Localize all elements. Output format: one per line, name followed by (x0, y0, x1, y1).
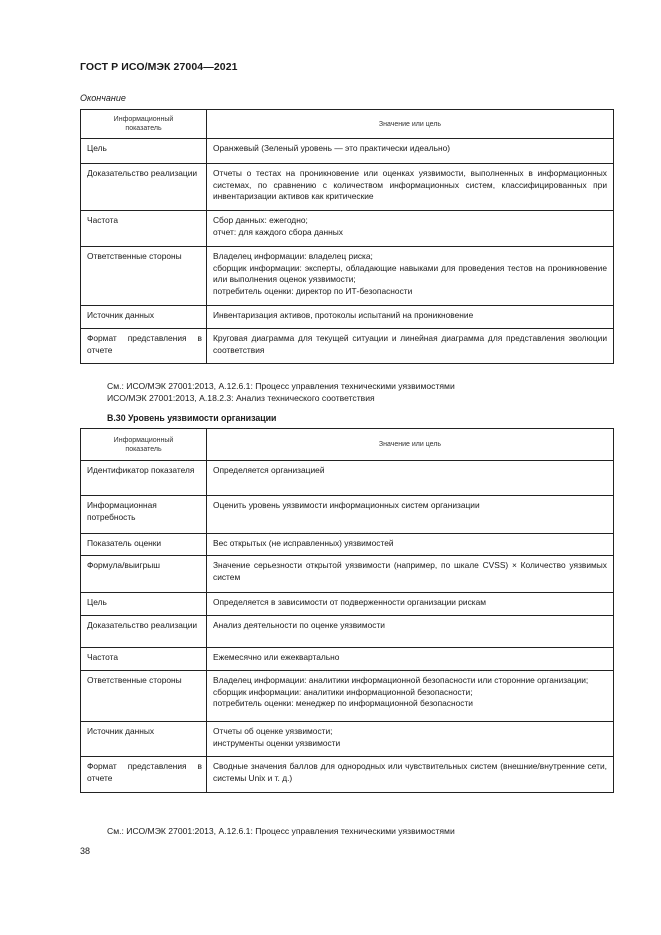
table-row (81, 534, 614, 556)
table-row (81, 211, 614, 247)
indicator-value-cell: Круговая диаграмма для текущей ситуации и линейная диаграмма для представления эволюции соответствия (207, 329, 614, 364)
indicator-name-cell: Информационная потребность (81, 496, 207, 534)
indicator-value-cell (207, 211, 614, 247)
value-line: Сбор данных: ежегодно; (213, 215, 308, 225)
metrics-table-continued (80, 109, 614, 364)
indicator-value-cell: Сводные значения баллов для однородных или чувствительных систем (внешние/внутренние сети, системы Unix и т. д.) (207, 757, 614, 793)
indicator-value-cell: Вес открытых (не исправленных) уязвимостей (207, 534, 614, 556)
indicator-value-cell: Оранжевый (Зеленый уровень — это практически идеально) (207, 139, 614, 164)
value-line: Отчеты об оценке уязвимости; (213, 726, 333, 736)
indicator-name-cell: Цель (81, 139, 207, 164)
indicator-value-cell (207, 671, 614, 722)
table-row (81, 139, 614, 164)
value-line: потребитель оценки: менеджер по информационной безопасности (213, 698, 473, 708)
vulnerability-level-table (80, 428, 614, 793)
value-line: отчет: для каждого сбора данных (213, 226, 343, 237)
reference-line: ИСО/МЭК 27001:2013, А.18.2.3: Анализ технического соответствия (107, 393, 375, 403)
table-header-row (81, 429, 614, 461)
column-header-indicator: Информационный показатель (81, 429, 207, 461)
indicator-value-cell (207, 722, 614, 757)
indicator-value-cell: Оценить уровень уязвимости информационных систем организации (207, 496, 614, 534)
indicator-name-cell: Формат представления в отчете (81, 757, 207, 793)
indicator-name-cell: Формат представления в отчете (81, 329, 207, 364)
indicator-value-cell: Анализ деятельности по оценке уязвимости (207, 616, 614, 648)
page-number: 38 (80, 846, 91, 856)
table-row (81, 648, 614, 671)
indicator-name-cell: Формула/выигрыш (81, 556, 207, 593)
value-line: сборщик информации: эксперты, обладающие навыками для проведения тестов на проникновение или выполнения оценок уязвимости; (213, 262, 607, 284)
table-header-row (81, 110, 614, 139)
indicator-name-cell: Доказательство реализации (81, 616, 207, 648)
reference-line: См.: ИСО/МЭК 27001:2013, А.12.6.1: Процесс управления техническими уязвимостями (107, 381, 455, 391)
indicator-name-cell: Идентификатор показателя (81, 461, 207, 496)
indicator-value-cell: Отчеты о тестах на проникновение или оценках уязвимости, выполненных в информационных системах, по сравнению с количеством информационных систем, классифицированных при инвентаризации активов как критические (207, 164, 614, 211)
indicator-value-cell: Ежемесячно или ежеквартально (207, 648, 614, 671)
indicator-value-cell: Инвентаризация активов, протоколы испытаний на проникновение (207, 306, 614, 329)
indicator-name-cell: Частота (81, 648, 207, 671)
table-row (81, 329, 614, 364)
continuation-label: Окончание (80, 93, 126, 103)
table-row (81, 671, 614, 722)
table-row (81, 247, 614, 306)
table-row (81, 722, 614, 757)
indicator-name-cell: Цель (81, 593, 207, 616)
indicator-name-cell: Показатель оценки (81, 534, 207, 556)
indicator-value-cell: Определяется в зависимости от подверженности организации рискам (207, 593, 614, 616)
value-line: потребитель оценки: директор по ИТ-безопасности (213, 285, 413, 296)
column-header-value: Значение или цель (207, 429, 614, 461)
section-title: B.30 Уровень уязвимости организации (107, 413, 277, 423)
reference-line: См.: ИСО/МЭК 27001:2013, А.12.6.1: Процесс управления техническими уязвимостями (107, 826, 455, 836)
value-line: Владелец информации: владелец риска; (213, 251, 373, 261)
indicator-name-cell: Источник данных (81, 306, 207, 329)
indicator-name-cell: Источник данных (81, 722, 207, 757)
indicator-value-cell: Значение серьезности открытой уязвимости (например, по шкале CVSS) × Количество уязвимых систем (207, 556, 614, 593)
indicator-value-cell (207, 247, 614, 306)
value-line: сборщик информации: аналитики информационной безопасности; (213, 686, 473, 697)
document-header: ГОСТ Р ИСО/МЭК 27004—2021 (80, 61, 238, 73)
indicator-value-cell: Определяется организацией (207, 461, 614, 496)
value-line: инструменты оценки уязвимости (213, 737, 341, 748)
indicator-name-cell: Доказательство реализации (81, 164, 207, 211)
table-row (81, 757, 614, 793)
indicator-name-cell: Ответственные стороны (81, 671, 207, 722)
table-row (81, 496, 614, 534)
indicator-name-cell: Ответственные стороны (81, 247, 207, 306)
column-header-value: Значение или цель (207, 110, 614, 139)
table-row (81, 593, 614, 616)
indicator-name-cell: Частота (81, 211, 207, 247)
column-header-indicator: Информационный показатель (81, 110, 207, 139)
table-row (81, 616, 614, 648)
value-line: Владелец информации: аналитики информационной безопасности или сторонние организации; (213, 675, 589, 685)
table-row (81, 556, 614, 593)
table-row (81, 306, 614, 329)
table-row (81, 164, 614, 211)
table-row (81, 461, 614, 496)
